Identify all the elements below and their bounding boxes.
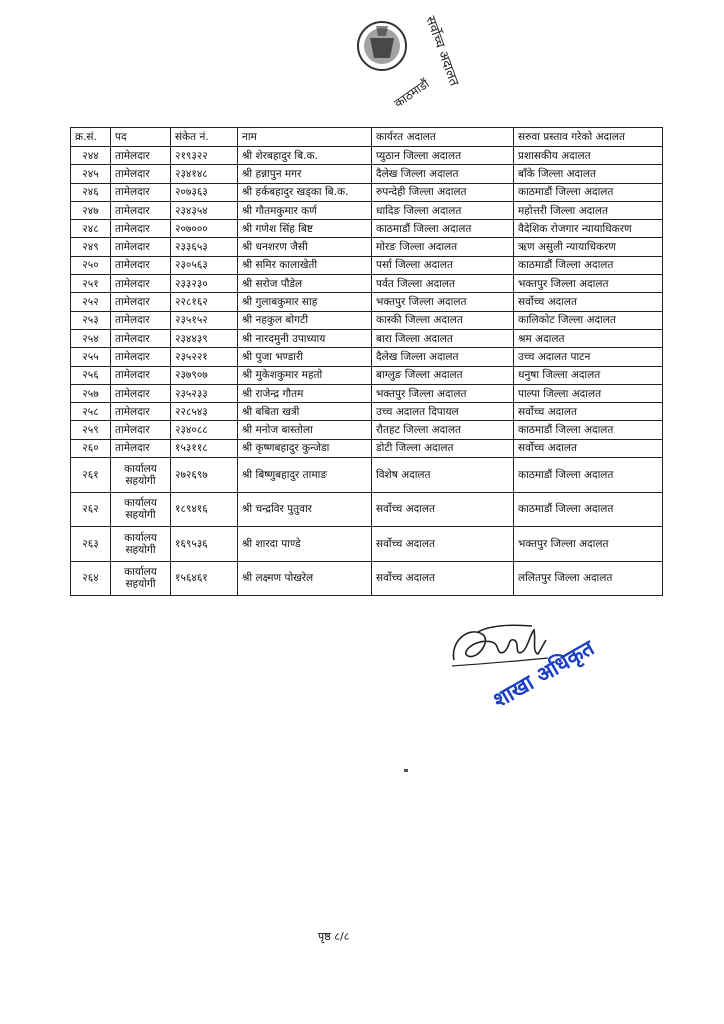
current-court-cell: सर्वोच्च अदालत bbox=[372, 492, 514, 527]
name-cell: श्री गणेश सिंह बिष्ट bbox=[238, 220, 372, 238]
code-cell: २३०५६३ bbox=[171, 256, 238, 274]
current-court-cell: कास्की जिल्ला अदालत bbox=[372, 311, 514, 329]
current-court-cell: दैलेख जिल्ला अदालत bbox=[372, 348, 514, 366]
current-court-cell: दैलेख जिल्ला अदालत bbox=[372, 165, 514, 183]
post-cell: तामेलदार bbox=[111, 275, 171, 293]
proposed-court-cell: ऋण असुली न्यायाधिकरण bbox=[514, 238, 663, 256]
serial-cell: २५२ bbox=[71, 293, 111, 311]
table-row bbox=[71, 561, 663, 596]
name-cell: श्री शारदा पाण्डे bbox=[238, 527, 372, 562]
proposed-court-cell: ललितपुर जिल्ला अदालत bbox=[514, 561, 663, 596]
proposed-court-cell: महोत्तरी जिल्ला अदालत bbox=[514, 201, 663, 219]
serial-cell: २४९ bbox=[71, 238, 111, 256]
serial-cell: २५७ bbox=[71, 384, 111, 402]
seal-text-bottom: काठमाडौं bbox=[391, 76, 432, 111]
table-row bbox=[71, 238, 663, 256]
proposed-court-cell: उच्च अदालत पाटन bbox=[514, 348, 663, 366]
code-cell: २३३२३० bbox=[171, 275, 238, 293]
serial-cell: २६० bbox=[71, 439, 111, 457]
name-cell: श्री पुजा भण्डारी bbox=[238, 348, 372, 366]
code-cell: २३५२३३ bbox=[171, 384, 238, 402]
serial-cell: २५३ bbox=[71, 311, 111, 329]
current-court-cell: रौतहट जिल्ला अदालत bbox=[372, 421, 514, 439]
post-line2: सहयोगी bbox=[125, 578, 156, 591]
post-cell: तामेलदार bbox=[111, 439, 171, 457]
table-row bbox=[71, 147, 663, 165]
post-cell: तामेलदार bbox=[111, 329, 171, 347]
post-cell: तामेलदार bbox=[111, 311, 171, 329]
post-line1: कार्यालय bbox=[124, 531, 157, 544]
code-cell: १८९४१६ bbox=[171, 492, 238, 527]
post-line2: सहयोगी bbox=[125, 543, 156, 556]
serial-cell: २५१ bbox=[71, 275, 111, 293]
post-cell: तामेलदार bbox=[111, 403, 171, 421]
current-court-cell: बाग्लुङ जिल्ला अदालत bbox=[372, 366, 514, 384]
serial-cell: २४७ bbox=[71, 201, 111, 219]
table-row bbox=[71, 527, 663, 562]
current-court-cell: काठमाडौं जिल्ला अदालत bbox=[372, 220, 514, 238]
table-row bbox=[71, 165, 663, 183]
post-cell: तामेलदार bbox=[111, 165, 171, 183]
code-cell: २१९३२२ bbox=[171, 147, 238, 165]
header-proposed-court: सरुवा प्रस्ताव गरेको अदालत bbox=[514, 128, 663, 147]
current-court-cell: धादिङ जिल्ला अदालत bbox=[372, 201, 514, 219]
current-court-cell: भक्तपुर जिल्ला अदालत bbox=[372, 293, 514, 311]
code-cell: २३५१५२ bbox=[171, 311, 238, 329]
code-cell: २३३६५३ bbox=[171, 238, 238, 256]
code-cell: २३४३५४ bbox=[171, 201, 238, 219]
post-cell: तामेलदार bbox=[111, 421, 171, 439]
proposed-court-cell: वैदेशिक रोजगार न्यायाधिकरण bbox=[514, 220, 663, 238]
table-header-row bbox=[71, 128, 663, 147]
supreme-court-seal bbox=[330, 8, 462, 114]
current-court-cell: सर्वोच्च अदालत bbox=[372, 561, 514, 596]
table-row bbox=[71, 492, 663, 527]
post-cell bbox=[111, 458, 171, 493]
serial-cell: २६१ bbox=[71, 458, 111, 493]
code-cell: २२८१६२ bbox=[171, 293, 238, 311]
proposed-court-cell: काठमाडौं जिल्ला अदालत bbox=[514, 256, 663, 274]
proposed-court-cell: सर्वोच्च अदालत bbox=[514, 293, 663, 311]
code-cell: २०७३६३ bbox=[171, 183, 238, 201]
table-row bbox=[71, 403, 663, 421]
post-line2: सहयोगी bbox=[125, 474, 156, 487]
serial-cell: २५० bbox=[71, 256, 111, 274]
post-cell: तामेलदार bbox=[111, 366, 171, 384]
table-row bbox=[71, 256, 663, 274]
name-cell: श्री समिर कालाखेती bbox=[238, 256, 372, 274]
name-cell: श्री हन्नापुन मगर bbox=[238, 165, 372, 183]
post-cell bbox=[111, 527, 171, 562]
serial-cell: २६३ bbox=[71, 527, 111, 562]
serial-cell: २४८ bbox=[71, 220, 111, 238]
code-cell: २३५२२१ bbox=[171, 348, 238, 366]
name-cell: श्री मनोज बास्तोला bbox=[238, 421, 372, 439]
code-cell: १६९५३६ bbox=[171, 527, 238, 562]
name-cell: श्री कृष्णबहादुर कुन्जेडा bbox=[238, 439, 372, 457]
name-cell: श्री सरोज पौडेल bbox=[238, 275, 372, 293]
code-cell: २३४४३९ bbox=[171, 329, 238, 347]
serial-cell: २६४ bbox=[71, 561, 111, 596]
name-cell: श्री बिष्णुबहादुर तामाङ bbox=[238, 458, 372, 493]
proposed-court-cell: भक्तपुर जिल्ला अदालत bbox=[514, 527, 663, 562]
table-row bbox=[71, 201, 663, 219]
section-officer-stamp: शाखा अधिकृत bbox=[489, 635, 599, 713]
table-row bbox=[71, 458, 663, 493]
name-cell: श्री चन्द्रविर पुतुवार bbox=[238, 492, 372, 527]
post-cell: तामेलदार bbox=[111, 384, 171, 402]
current-court-cell: सर्वोच्च अदालत bbox=[372, 527, 514, 562]
code-cell: २७२६९७ bbox=[171, 458, 238, 493]
post-cell: तामेलदार bbox=[111, 220, 171, 238]
proposed-court-cell: कालिकोट जिल्ला अदालत bbox=[514, 311, 663, 329]
post-cell bbox=[111, 561, 171, 596]
proposed-court-cell: काठमाडौं जिल्ला अदालत bbox=[514, 183, 663, 201]
header-post: पद bbox=[111, 128, 171, 147]
serial-cell: २५५ bbox=[71, 348, 111, 366]
proposed-court-cell: भक्तपुर जिल्ला अदालत bbox=[514, 275, 663, 293]
post-line1: कार्यालय bbox=[124, 462, 157, 475]
table-row bbox=[71, 439, 663, 457]
name-cell: श्री गुलाबकुमार साह bbox=[238, 293, 372, 311]
name-cell: श्री गौतमकुमार कर्ण bbox=[238, 201, 372, 219]
code-cell: २३७९०७ bbox=[171, 366, 238, 384]
post-cell: तामेलदार bbox=[111, 293, 171, 311]
proposed-court-cell: सर्वोच्च अदालत bbox=[514, 439, 663, 457]
proposed-court-cell: काठमाडौं जिल्ला अदालत bbox=[514, 458, 663, 493]
post-line2: सहयोगी bbox=[125, 509, 156, 522]
current-court-cell: पर्सा जिल्ला अदालत bbox=[372, 256, 514, 274]
name-cell: श्री शेरबहादुर बि.क. bbox=[238, 147, 372, 165]
current-court-cell: विशेष अदालत bbox=[372, 458, 514, 493]
current-court-cell: उच्च अदालत दिपायल bbox=[372, 403, 514, 421]
proposed-court-cell: पाल्पा जिल्ला अदालत bbox=[514, 384, 663, 402]
current-court-cell: डोटी जिल्ला अदालत bbox=[372, 439, 514, 457]
proposed-court-cell: काठमाडौं जिल्ला अदालत bbox=[514, 492, 663, 527]
table-row bbox=[71, 329, 663, 347]
serial-cell: २५४ bbox=[71, 329, 111, 347]
post-line1: कार्यालय bbox=[124, 566, 157, 579]
header-serial: क्र.सं. bbox=[71, 128, 111, 147]
seal-text-top: सर्वोच्च अदालत bbox=[422, 14, 462, 89]
current-court-cell: प्युठान जिल्ला अदालत bbox=[372, 147, 514, 165]
page-number: पृष्ठ ८/८ bbox=[318, 930, 350, 943]
serial-cell: २४६ bbox=[71, 183, 111, 201]
name-cell: श्री धनशरण जैसी bbox=[238, 238, 372, 256]
serial-cell: २४५ bbox=[71, 165, 111, 183]
serial-cell: २४४ bbox=[71, 147, 111, 165]
name-cell: श्री नारदमुनी उपाध्याय bbox=[238, 329, 372, 347]
proposed-court-cell: श्रम अदालत bbox=[514, 329, 663, 347]
table-row bbox=[71, 183, 663, 201]
proposed-court-cell: धनुषा जिल्ला अदालत bbox=[514, 366, 663, 384]
table-row bbox=[71, 366, 663, 384]
serial-cell: २५६ bbox=[71, 366, 111, 384]
post-cell bbox=[111, 492, 171, 527]
post-cell: तामेलदार bbox=[111, 147, 171, 165]
code-cell: २३४०८८ bbox=[171, 421, 238, 439]
table-row bbox=[71, 220, 663, 238]
post-cell: तामेलदार bbox=[111, 183, 171, 201]
name-cell: श्री राजेन्द्र गौतम bbox=[238, 384, 372, 402]
serial-cell: २६२ bbox=[71, 492, 111, 527]
post-cell: तामेलदार bbox=[111, 238, 171, 256]
name-cell: श्री हर्कबहादुर खड्का बि.क. bbox=[238, 183, 372, 201]
code-cell: २२८५४३ bbox=[171, 403, 238, 421]
current-court-cell: पर्वत जिल्ला अदालत bbox=[372, 275, 514, 293]
code-cell: २०७००० bbox=[171, 220, 238, 238]
serial-cell: २५८ bbox=[71, 403, 111, 421]
proposed-court-cell: बाँके जिल्ला अदालत bbox=[514, 165, 663, 183]
proposed-court-cell: सर्वोच्च अदालत bbox=[514, 403, 663, 421]
code-cell: २३४१४८ bbox=[171, 165, 238, 183]
table-row bbox=[71, 275, 663, 293]
current-court-cell: बारा जिल्ला अदालत bbox=[372, 329, 514, 347]
name-cell: श्री लक्ष्मण पोखरेल bbox=[238, 561, 372, 596]
proposed-court-cell: प्रशासकीय अदालत bbox=[514, 147, 663, 165]
table-row bbox=[71, 311, 663, 329]
scan-speck bbox=[404, 769, 408, 772]
current-court-cell: रुपन्देही जिल्ला अदालत bbox=[372, 183, 514, 201]
header-name: नाम bbox=[238, 128, 372, 147]
transfer-table bbox=[70, 127, 663, 596]
current-court-cell: भक्तपुर जिल्ला अदालत bbox=[372, 384, 514, 402]
post-cell: तामेलदार bbox=[111, 256, 171, 274]
post-cell: तामेलदार bbox=[111, 348, 171, 366]
table-row bbox=[71, 293, 663, 311]
post-line1: कार्यालय bbox=[124, 497, 157, 510]
table-row bbox=[71, 421, 663, 439]
header-current-court: कार्यरत अदालत bbox=[372, 128, 514, 147]
table-row bbox=[71, 384, 663, 402]
code-cell: १५३११८ bbox=[171, 439, 238, 457]
code-cell: १५६४६१ bbox=[171, 561, 238, 596]
header-code: संकेत नं. bbox=[171, 128, 238, 147]
name-cell: श्री बबिता खत्री bbox=[238, 403, 372, 421]
post-cell: तामेलदार bbox=[111, 201, 171, 219]
serial-cell: २५९ bbox=[71, 421, 111, 439]
table-row bbox=[71, 348, 663, 366]
proposed-court-cell: काठमाडौं जिल्ला अदालत bbox=[514, 421, 663, 439]
name-cell: श्री नहकुल बोगटी bbox=[238, 311, 372, 329]
current-court-cell: मोरङ जिल्ला अदालत bbox=[372, 238, 514, 256]
name-cell: श्री मुकेशकुमार महतो bbox=[238, 366, 372, 384]
